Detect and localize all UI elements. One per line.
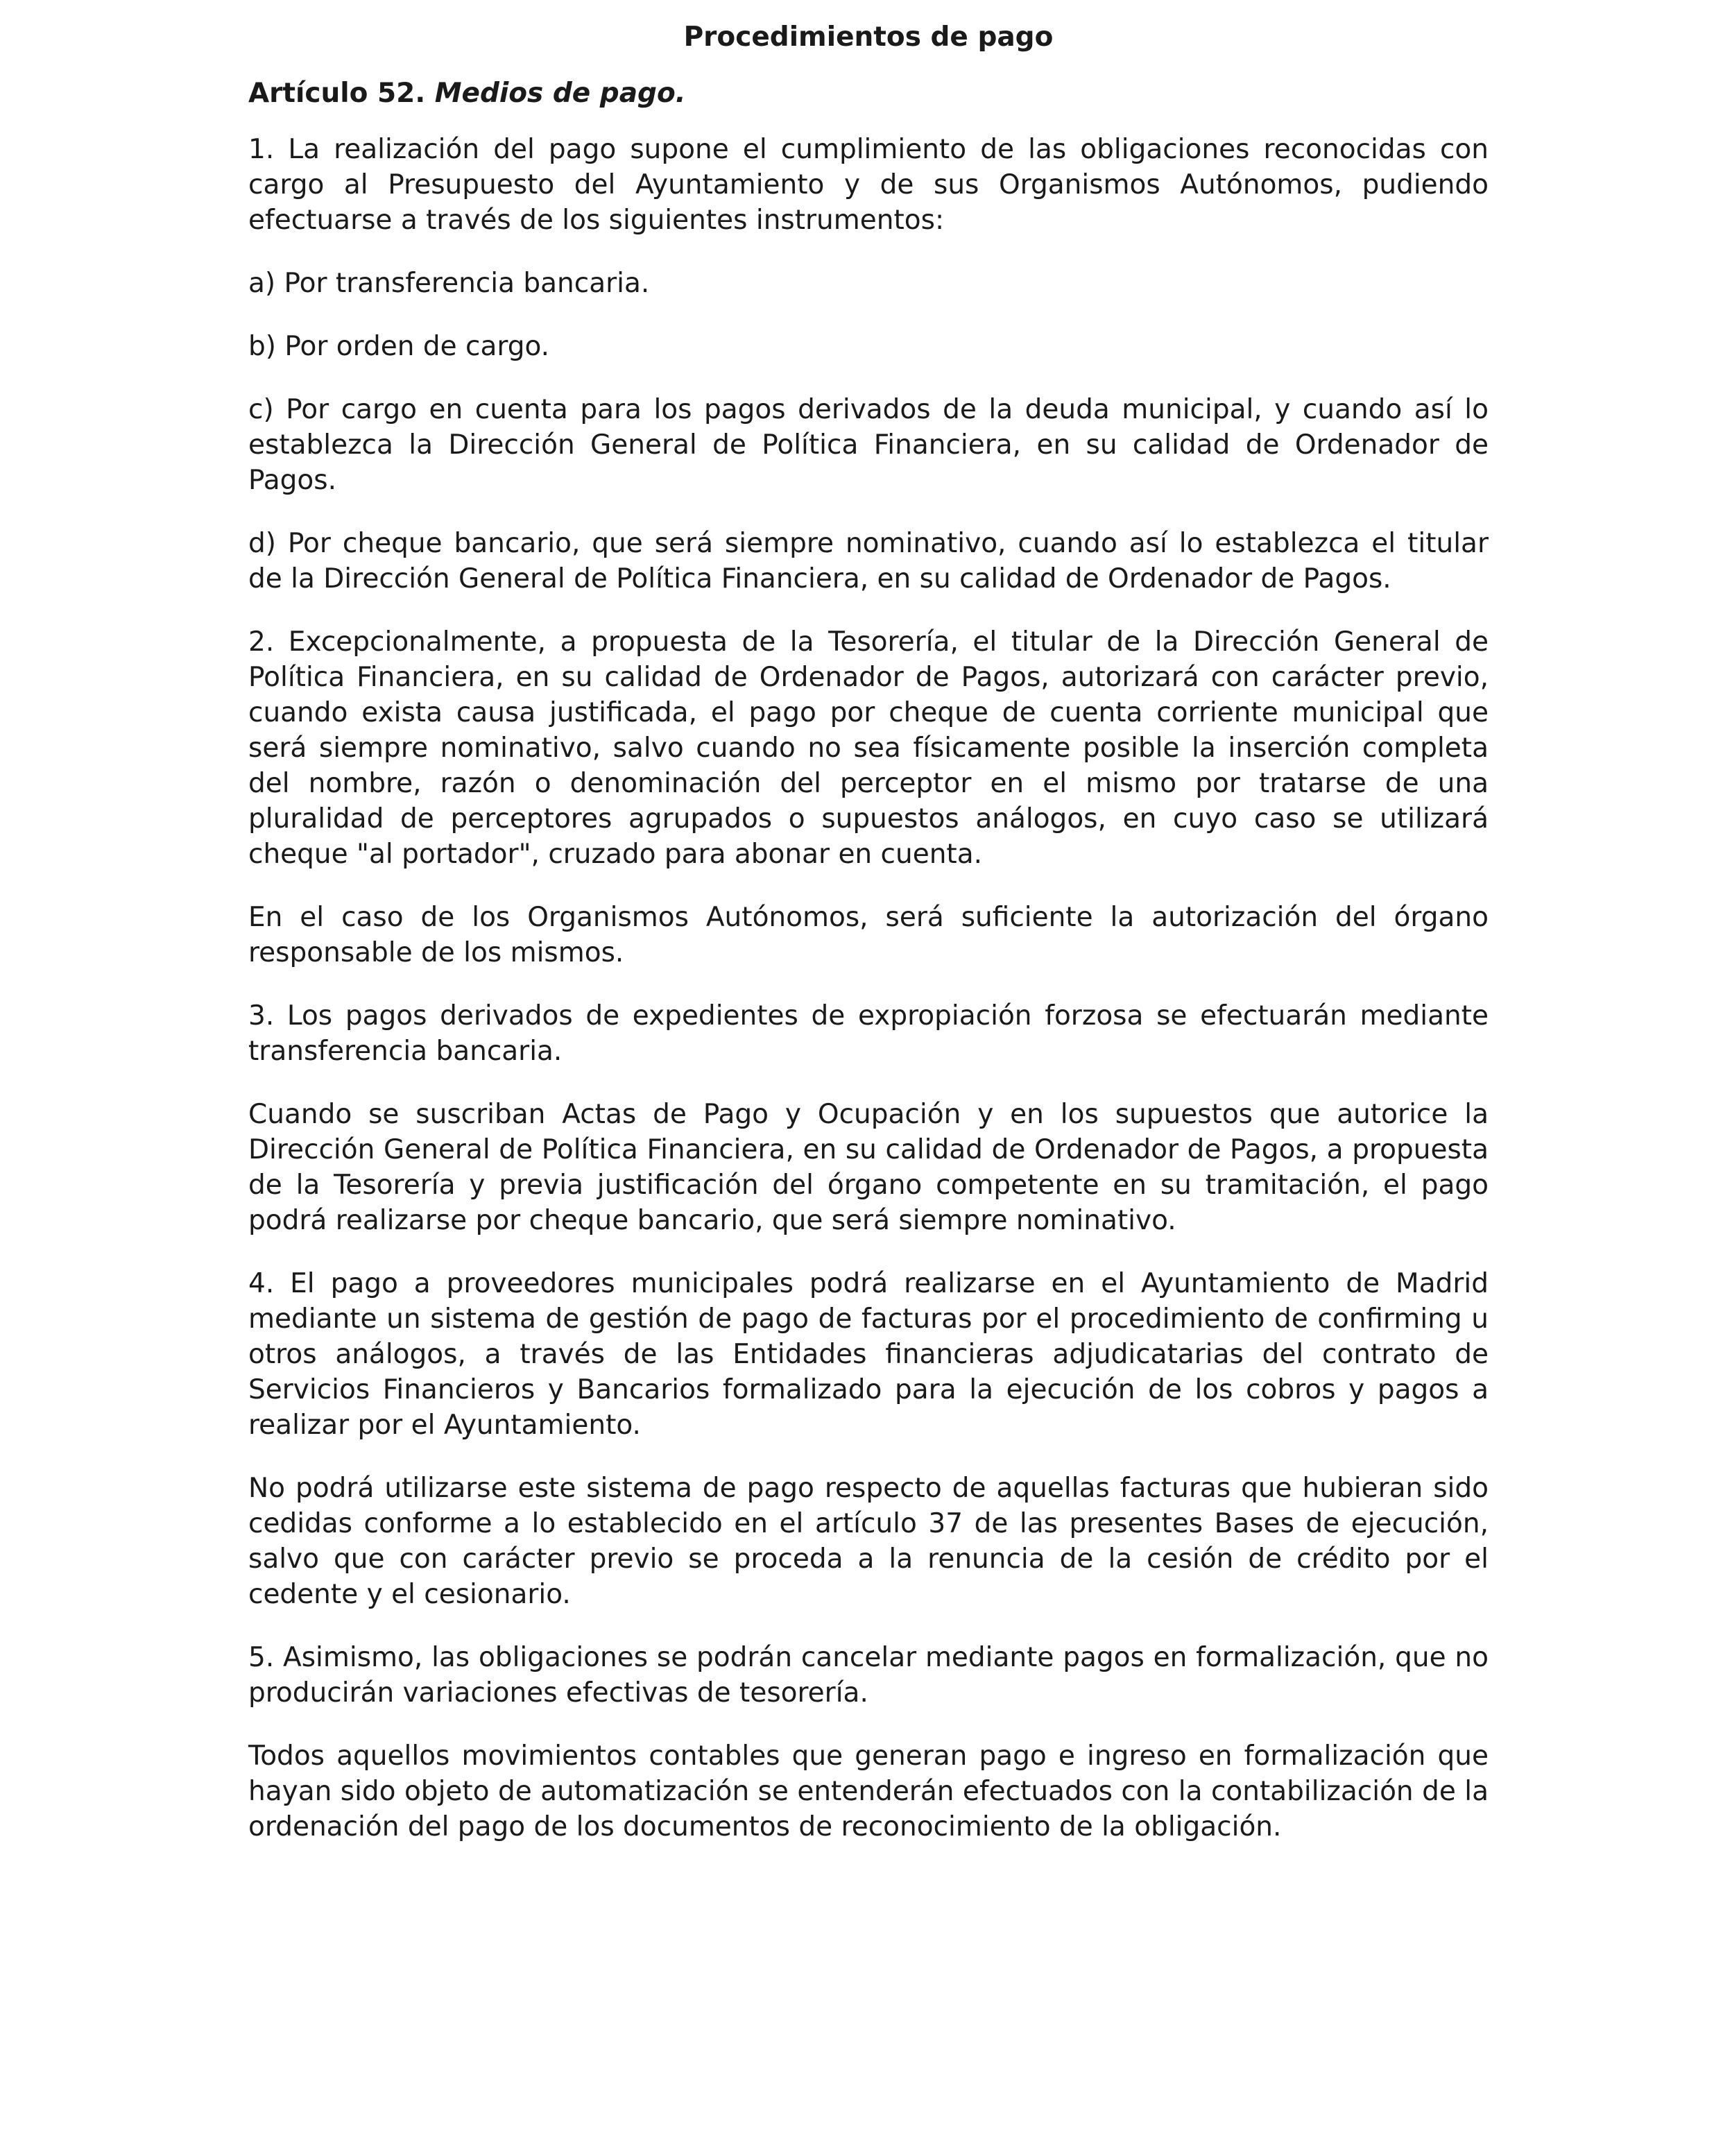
paragraph-5: 5. Asimismo, las obligaciones se podrán cancelar mediante pagos en formalización, que no producirán variaciones efectivas de tesorería.	[248, 1642, 1489, 1709]
paragraph-1-intro: 1. La realización del pago supone el cumplimiento de las obligaciones reconocidas con cargo al Presupuesto del Ayuntamiento y de sus Organismos Autónomos, pudiendo efectuarse a través de los siguientes instrumentos:	[248, 134, 1489, 236]
paragraph-2: 2. Excepcionalmente, a propuesta de la Tesorería, el titular de la Dirección General de Política Financiera, en su calidad de Ordenador de Pagos, autorizará con carácter previo, cuando exista causa justificada, el pago por cheque de cuenta corriente municipal que será siempre nominativo, salvo cuando no sea físicamente posible la inserción completa del nombre, razón o denominación del perceptor en el mismo por tratarse de una pluralidad de perceptores agrupados o supuestos análogos, en cuyo caso se utilizará cheque "al portador", cruzado para abonar en cuenta.	[248, 626, 1489, 870]
article-number: Artículo 52.	[248, 78, 426, 109]
paragraph-3: 3. Los pagos derivados de expedientes de expropiación forzosa se efectuarán mediante transferencia bancaria.	[248, 1000, 1489, 1067]
paragraph-2-organismos: En el caso de los Organismos Autónomos, será suficiente la autorización del órgano responsable de los mismos.	[248, 902, 1489, 968]
list-item-c: c) Por cargo en cuenta para los pagos derivados de la deuda municipal, y cuando así lo establezca la Dirección General de Política Financiera, en su calidad de Ordenador de Pagos.	[248, 394, 1489, 496]
article-name: Medios de pago.	[434, 78, 686, 109]
document-page	[248, 19, 1489, 1872]
article-heading	[248, 76, 1489, 111]
paragraph-4: 4. El pago a proveedores municipales podrá realizarse en el Ayuntamiento de Madrid mediante un sistema de gestión de pago de facturas por el procedimiento de confirming u otros análogos, a través de las Entidades financieras adjudicatarias del contrato de Servicios Financieros y Bancarios formalizado para la ejecución de los cobros y pagos a realizar por el Ayuntamiento.	[248, 1268, 1489, 1441]
list-item-a: a) Por transferencia bancaria.	[248, 268, 650, 299]
section-title: Procedimientos de pago	[683, 22, 1054, 53]
paragraph-3-actas: Cuando se suscriban Actas de Pago y Ocupación y en los supuestos que autorice la Dirección General de Política Financiera, en su calidad de Ordenador de Pagos, a propuesta de la Tesorería y previa justificación del órgano competente en su tramitación, el pago podrá realizarse por cheque bancario, que será siempre nominativo.	[248, 1099, 1489, 1236]
paragraph-4-restriccion: No podrá utilizarse este sistema de pago respecto de aquellas facturas que hubieran sido cedidas conforme a lo establecido en el artículo 37 de las presentes Bases de ejecución, salvo que con carácter previo se proceda a la renuncia de la cesión de crédito por el cedente y el cesionario.	[248, 1473, 1489, 1610]
paragraph-5-movimientos: Todos aquellos movimientos contables que generan pago e ingreso en formalización que hayan sido objeto de automatización se entenderán efectuados con la contabilización de la ordenación del pago de los documentos de reconocimiento de la obligación.	[248, 1740, 1489, 1842]
list-item-d: d) Por cheque bancario, que será siempre nominativo, cuando así lo establezca el titular de la Dirección General de Política Financiera, en su calidad de Ordenador de Pagos.	[248, 528, 1489, 594]
list-item-b: b) Por orden de cargo.	[248, 331, 550, 362]
